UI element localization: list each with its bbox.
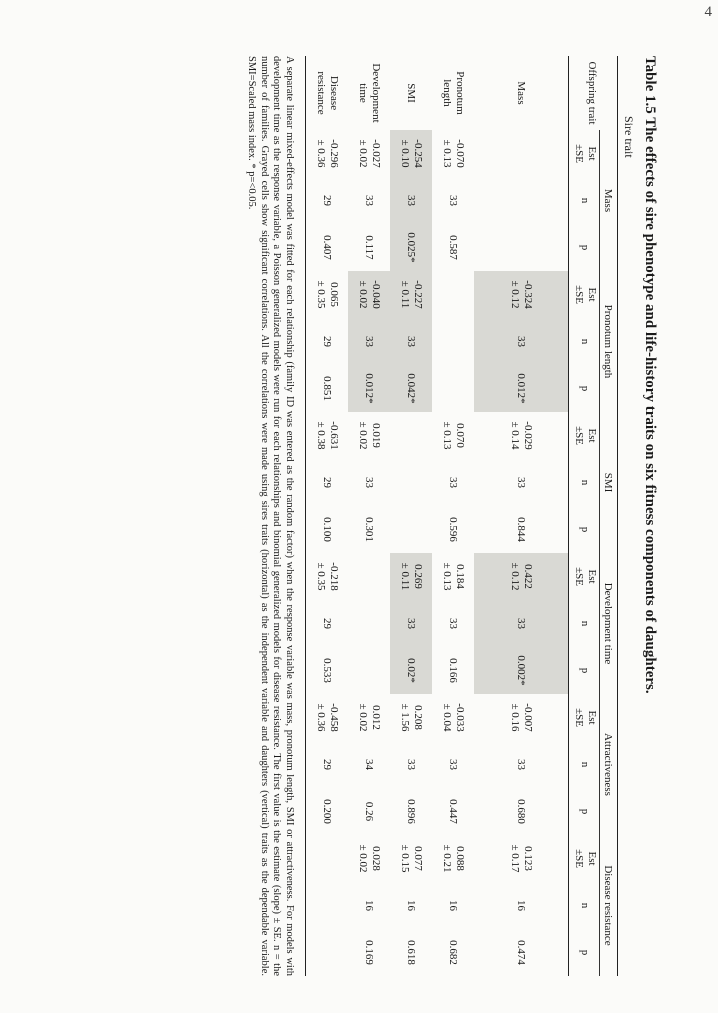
est-header-text: Est bbox=[586, 146, 598, 161]
p-value-cell bbox=[306, 506, 349, 553]
p-value-cell bbox=[432, 647, 474, 694]
se-value: ± 0.13 bbox=[441, 562, 453, 591]
p-value-cell bbox=[390, 929, 432, 976]
n-header: n bbox=[569, 318, 600, 365]
p-value: 0.100 bbox=[321, 517, 334, 542]
n-cell bbox=[348, 318, 390, 365]
p-value-cell bbox=[474, 224, 569, 271]
p-value: 0.002* bbox=[515, 655, 528, 686]
est-header-text: Est bbox=[586, 851, 598, 866]
estimate-cell bbox=[348, 553, 390, 600]
n-value: 16 bbox=[447, 900, 460, 911]
n-cell bbox=[348, 882, 390, 929]
p-value-cell bbox=[348, 929, 390, 976]
n-header: n bbox=[569, 882, 600, 929]
p-header: p bbox=[569, 365, 600, 412]
row-label-line: Development bbox=[370, 63, 382, 123]
n-header: n bbox=[569, 177, 600, 224]
p-value-cell bbox=[306, 224, 349, 271]
estimate-cell bbox=[306, 130, 349, 177]
p-value: 0.447 bbox=[447, 799, 460, 824]
offspring-trait-label bbox=[432, 56, 474, 130]
n-cell bbox=[306, 741, 349, 788]
se-value: ± 1.56 bbox=[399, 703, 411, 732]
estimate-cell bbox=[348, 130, 390, 177]
p-value: 0.682 bbox=[447, 940, 460, 965]
estimate-value: 0.184 bbox=[454, 564, 466, 589]
estimate-value: 0.028 bbox=[370, 846, 382, 871]
est-header-text: Est bbox=[586, 287, 598, 302]
table-row bbox=[306, 56, 349, 976]
p-value: 0.680 bbox=[515, 799, 528, 824]
n-cell bbox=[390, 741, 432, 788]
n-cell bbox=[390, 459, 432, 506]
table-footnote: A separate linear mixed-effects model was fitted for each relationship (family ID was entered as the random factor) when the response variable was mass, pronotum length, SMI or attractiveness. For models with development time as the response variable, a Poisson generalized models were run for each relationships and binomial generalized models for disease resistance. The first value is the estimate (slope) ± SE. n = the number of families. Grayed cells show significant correlations. All the correlations were made using sires traits (horizontal) as the independent variable and daughters (vertical) traits as the dependable variable. SMI=Scaled mass index. * p=<0.05. bbox=[246, 56, 295, 976]
estimate-cell bbox=[474, 553, 569, 600]
n-value: 33 bbox=[405, 759, 418, 770]
se-value: ± 0.04 bbox=[441, 703, 453, 732]
se-value: ± 0.11 bbox=[399, 280, 411, 309]
p-value-cell bbox=[306, 929, 349, 976]
n-cell bbox=[474, 600, 569, 647]
p-value-cell bbox=[432, 224, 474, 271]
p-value: 0.596 bbox=[447, 517, 460, 542]
se-value: ± 0.36 bbox=[315, 703, 327, 732]
row-label-line: resistance bbox=[315, 71, 327, 115]
p-value-cell bbox=[348, 224, 390, 271]
offspring-trait-label bbox=[306, 56, 349, 130]
offspring-trait-label bbox=[390, 56, 432, 130]
p-value-cell bbox=[348, 647, 390, 694]
estimate-cell bbox=[432, 271, 474, 318]
estimate-cell bbox=[306, 694, 349, 741]
n-cell bbox=[390, 177, 432, 224]
n-cell bbox=[390, 318, 432, 365]
sire-trait-header: Development time bbox=[600, 553, 618, 694]
se-value: ± 0.36 bbox=[315, 139, 327, 168]
n-value: 33 bbox=[447, 759, 460, 770]
estimate-value: 0.012 bbox=[370, 705, 382, 730]
est-header-text: Est bbox=[586, 428, 598, 443]
se-header-text: ±SE bbox=[573, 567, 585, 586]
estimate-value: -0.070 bbox=[454, 139, 466, 168]
p-value-cell bbox=[390, 224, 432, 271]
n-cell bbox=[432, 318, 474, 365]
se-value: ± 0.35 bbox=[315, 562, 327, 591]
p-value-cell bbox=[348, 365, 390, 412]
estimate-cell bbox=[348, 835, 390, 882]
se-value: ± 0.13 bbox=[441, 421, 453, 450]
n-value: 33 bbox=[447, 477, 460, 488]
n-cell bbox=[306, 600, 349, 647]
p-header: p bbox=[569, 506, 600, 553]
se-value: ± 0.35 bbox=[315, 280, 327, 309]
estimate-value: 0.269 bbox=[412, 564, 424, 589]
estimate-value: -0.458 bbox=[328, 703, 340, 732]
estimate-cell bbox=[432, 412, 474, 459]
n-cell bbox=[474, 459, 569, 506]
estimate-value: -0.218 bbox=[328, 562, 340, 591]
p-value: 0.169 bbox=[363, 940, 376, 965]
se-value: ± 0.10 bbox=[399, 139, 411, 168]
table-row bbox=[348, 56, 390, 976]
estimate-value: -0.227 bbox=[412, 280, 424, 309]
se-value: ± 0.02 bbox=[357, 280, 369, 309]
estimate-value: -0.029 bbox=[522, 421, 534, 450]
n-value: 29 bbox=[321, 477, 334, 488]
p-value: 0.26 bbox=[363, 801, 376, 822]
p-value-cell bbox=[432, 929, 474, 976]
offspring-trait-label bbox=[474, 56, 569, 130]
n-cell bbox=[432, 600, 474, 647]
n-value: 33 bbox=[363, 195, 376, 206]
n-value: 29 bbox=[321, 336, 334, 347]
n-value: 33 bbox=[447, 195, 460, 206]
n-value: 33 bbox=[405, 336, 418, 347]
sire-trait-header: Pronotum length bbox=[600, 271, 618, 412]
header-sub-row bbox=[569, 56, 600, 976]
estimate-cell bbox=[306, 553, 349, 600]
est-header-text: Est bbox=[586, 710, 598, 725]
estimate-cell bbox=[390, 271, 432, 318]
n-value: 33 bbox=[363, 477, 376, 488]
estimate-value: 0.065 bbox=[328, 282, 340, 307]
p-value: 0.407 bbox=[321, 235, 334, 260]
results-table bbox=[305, 56, 618, 976]
n-cell bbox=[390, 882, 432, 929]
se-header-text: ±SE bbox=[573, 426, 585, 445]
se-value: ± 0.21 bbox=[441, 844, 453, 873]
est-se-header bbox=[569, 412, 600, 459]
row-label-line: SMI bbox=[405, 83, 418, 103]
sire-trait-header: Attractiveness bbox=[600, 694, 618, 835]
p-header: p bbox=[569, 788, 600, 835]
p-value: 0.618 bbox=[405, 940, 418, 965]
sire-trait-header: Disease resistance bbox=[600, 835, 618, 976]
n-value: 33 bbox=[405, 618, 418, 629]
estimate-cell bbox=[432, 835, 474, 882]
p-value-cell bbox=[348, 506, 390, 553]
n-header: n bbox=[569, 741, 600, 788]
n-cell bbox=[432, 741, 474, 788]
n-value: 33 bbox=[515, 759, 528, 770]
p-value-cell bbox=[390, 647, 432, 694]
se-value: ± 0.02 bbox=[357, 139, 369, 168]
est-se-header bbox=[569, 553, 600, 600]
n-header: n bbox=[569, 459, 600, 506]
estimate-cell bbox=[306, 412, 349, 459]
estimate-cell bbox=[348, 694, 390, 741]
p-value-cell bbox=[306, 365, 349, 412]
p-value: 0.533 bbox=[321, 658, 334, 683]
n-value: 33 bbox=[447, 618, 460, 629]
offspring-trait-label bbox=[348, 56, 390, 130]
n-cell bbox=[348, 177, 390, 224]
p-value-cell bbox=[474, 506, 569, 553]
est-se-header bbox=[569, 835, 600, 882]
row-label-line: time bbox=[357, 83, 369, 103]
page-number: 4 bbox=[704, 4, 712, 20]
p-value: 0.587 bbox=[447, 235, 460, 260]
n-value: 33 bbox=[405, 195, 418, 206]
estimate-cell bbox=[432, 694, 474, 741]
p-value-cell bbox=[306, 647, 349, 694]
row-label-line: length bbox=[441, 79, 453, 107]
se-header-text: ±SE bbox=[573, 708, 585, 727]
p-value-cell bbox=[432, 365, 474, 412]
p-header: p bbox=[569, 929, 600, 976]
estimate-value: 0.208 bbox=[412, 705, 424, 730]
n-value: 29 bbox=[321, 195, 334, 206]
n-value: 33 bbox=[363, 336, 376, 347]
n-cell bbox=[474, 741, 569, 788]
n-cell bbox=[306, 318, 349, 365]
estimate-value: 0.019 bbox=[370, 423, 382, 448]
p-header: p bbox=[569, 647, 600, 694]
estimate-value: -0.007 bbox=[522, 703, 534, 732]
est-se-header bbox=[569, 694, 600, 741]
estimate-value: -0.296 bbox=[328, 139, 340, 168]
estimate-cell bbox=[474, 130, 569, 177]
n-cell bbox=[390, 600, 432, 647]
p-value-cell bbox=[474, 365, 569, 412]
estimate-cell bbox=[348, 271, 390, 318]
se-value: ± 0.02 bbox=[357, 703, 369, 732]
n-cell bbox=[474, 177, 569, 224]
n-cell bbox=[306, 882, 349, 929]
offspring-trait-header: Offspring trait bbox=[569, 56, 618, 130]
se-value: ± 0.02 bbox=[357, 844, 369, 873]
p-value-cell bbox=[390, 365, 432, 412]
se-value: ± 0.11 bbox=[399, 562, 411, 591]
n-cell bbox=[306, 459, 349, 506]
estimate-value: 0.077 bbox=[412, 846, 424, 871]
header-group-row bbox=[600, 56, 618, 976]
n-cell bbox=[348, 459, 390, 506]
se-value: ± 0.16 bbox=[509, 703, 521, 732]
p-value-cell bbox=[390, 788, 432, 835]
se-value: ± 0.15 bbox=[399, 844, 411, 873]
n-value: 16 bbox=[363, 900, 376, 911]
p-value: 0.042* bbox=[405, 373, 418, 404]
row-label-line: Mass bbox=[515, 81, 528, 105]
n-cell bbox=[432, 177, 474, 224]
table-row bbox=[474, 56, 569, 976]
table-row bbox=[432, 56, 474, 976]
estimate-value: 0.123 bbox=[522, 846, 534, 871]
n-value: 34 bbox=[363, 759, 376, 770]
table-caption: Table 1.5 The effects of sire phenotype and life-history traits on six fitness components of daughters. bbox=[642, 56, 658, 694]
estimate-value: -0.254 bbox=[412, 139, 424, 168]
n-cell bbox=[474, 318, 569, 365]
sire-trait-header: Mass bbox=[600, 130, 618, 271]
n-value: 29 bbox=[321, 759, 334, 770]
p-value: 0.166 bbox=[447, 658, 460, 683]
se-value: ± 0.13 bbox=[441, 139, 453, 168]
n-value: 29 bbox=[321, 618, 334, 629]
estimate-cell bbox=[474, 412, 569, 459]
n-value: 33 bbox=[515, 336, 528, 347]
n-value: 16 bbox=[405, 900, 418, 911]
estimate-cell bbox=[390, 130, 432, 177]
est-se-header bbox=[569, 130, 600, 177]
n-cell bbox=[306, 177, 349, 224]
est-header-text: Est bbox=[586, 569, 598, 584]
estimate-cell bbox=[306, 271, 349, 318]
estimate-cell bbox=[390, 553, 432, 600]
p-value-cell bbox=[348, 788, 390, 835]
n-value: 33 bbox=[515, 618, 528, 629]
table-block bbox=[245, 56, 658, 976]
estimate-cell bbox=[390, 412, 432, 459]
estimate-cell bbox=[432, 553, 474, 600]
p-value-cell bbox=[390, 506, 432, 553]
n-value: 33 bbox=[515, 477, 528, 488]
p-value-cell bbox=[432, 788, 474, 835]
estimate-value: -0.631 bbox=[328, 421, 340, 450]
estimate-cell bbox=[432, 130, 474, 177]
estimate-value: -0.040 bbox=[370, 280, 382, 309]
n-cell bbox=[474, 882, 569, 929]
p-value: 0.301 bbox=[363, 517, 376, 542]
p-value-cell bbox=[432, 506, 474, 553]
se-value: ± 0.38 bbox=[315, 421, 327, 450]
estimate-value: -0.033 bbox=[454, 703, 466, 732]
p-value: 0.025* bbox=[405, 232, 418, 263]
estimate-cell bbox=[390, 694, 432, 741]
p-value: 0.012* bbox=[363, 373, 376, 404]
row-label-line: Pronotum bbox=[454, 71, 466, 115]
p-header: p bbox=[569, 224, 600, 271]
estimate-value: -0.027 bbox=[370, 139, 382, 168]
estimate-value: 0.088 bbox=[454, 846, 466, 871]
p-value: 0.474 bbox=[515, 940, 528, 965]
p-value-cell bbox=[474, 929, 569, 976]
se-value: ± 0.12 bbox=[509, 280, 521, 309]
estimate-value: 0.070 bbox=[454, 423, 466, 448]
estimate-cell bbox=[474, 835, 569, 882]
p-value: 0.851 bbox=[321, 376, 334, 401]
row-label-line: Disease bbox=[328, 75, 340, 111]
p-value: 0.200 bbox=[321, 799, 334, 824]
est-se-header bbox=[569, 271, 600, 318]
se-value: ± 0.14 bbox=[509, 421, 521, 450]
p-value-cell bbox=[306, 788, 349, 835]
se-value: ± 0.02 bbox=[357, 421, 369, 450]
estimate-cell bbox=[474, 271, 569, 318]
sire-trait-label: Sire trait bbox=[622, 116, 636, 158]
n-value: 16 bbox=[515, 900, 528, 911]
se-value: ± 0.12 bbox=[509, 562, 521, 591]
p-value-cell bbox=[474, 647, 569, 694]
p-value: 0.02* bbox=[405, 658, 418, 683]
n-cell bbox=[348, 600, 390, 647]
estimate-value: -0.324 bbox=[522, 280, 534, 309]
p-value: 0.844 bbox=[515, 517, 528, 542]
n-header: n bbox=[569, 600, 600, 647]
n-cell bbox=[432, 459, 474, 506]
table-row bbox=[390, 56, 432, 976]
se-header-text: ±SE bbox=[573, 144, 585, 163]
se-header-text: ±SE bbox=[573, 849, 585, 868]
se-value: ± 0.17 bbox=[509, 844, 521, 873]
p-value-cell bbox=[474, 788, 569, 835]
se-header-text: ±SE bbox=[573, 285, 585, 304]
estimate-cell bbox=[348, 412, 390, 459]
estimate-cell bbox=[306, 835, 349, 882]
n-cell bbox=[432, 882, 474, 929]
sire-trait-header: SMI bbox=[600, 412, 618, 553]
estimate-value: 0.422 bbox=[522, 564, 534, 589]
estimate-cell bbox=[474, 694, 569, 741]
p-value: 0.117 bbox=[363, 235, 376, 260]
p-value: 0.012* bbox=[515, 373, 528, 404]
p-value: 0.896 bbox=[405, 799, 418, 824]
estimate-cell bbox=[390, 835, 432, 882]
n-cell bbox=[348, 741, 390, 788]
